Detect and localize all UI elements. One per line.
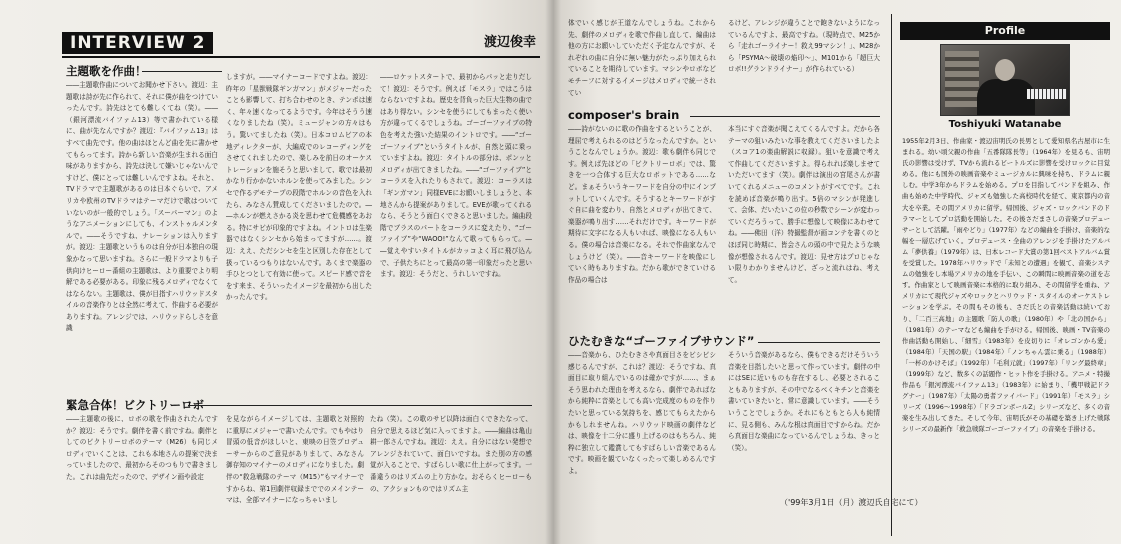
section-rule: [142, 71, 222, 72]
profile-biography: 1955年2月3日、作曲家・渡辺宙明氏の長男として愛知県名古屋市に生まれる。幼い頃父親の作曲「五番隊隊長等」（1964年）を見るも、宙明氏の影響は受けず、TVから流れるビートルズに影響を受けロックに目覚める。他にも国外の映画音楽やミュージカルに興味を持ち、ドラムに親しむ。中学3年からドラムを始める。プロを目指してバンドを組み、作曲も始めた中学時代、ジャズも勉強した高校時代を経て、東京都内の音大を卒業。その間アメリカに留学。帰国後、ジャズ・ロックバンドのドラマーとしてプロ活動を開始した。その後さだまさしの音楽プロデューサーとして活躍。「雨やどり」（1977年）などの編曲を手掛け、音楽的な幅を一層広げていく。プロデュース・全曲のアレンジを手掛けたアルバム「夢供養」（1979年）は、日本レコード大賞の第1回ベストアルバム賞を受賞した。1978年ハリウッドで「未知との遭遇」を観て、音楽システムの勉強をし本場アメリカの地を手伝い、この瞬間に映画音楽の道を志す。作曲家として映画音楽に本格的に取り組み、その間留学を重ね、アメリカにて現代ジャズやロックとハリウッド・スタイルのオーケストレーションを学ぶ。その間もその後も、さだ氏との音楽活動は続いており、「二百三高地」の主題歌「防人の歌」（1980年）や「北の国から」（1981年）のテーマなども編曲を手がける。帰国後、映画・TV音楽の作曲活動も開始し、「細雪」（1983年）を皮切りに「オレゴンから愛」（1984年）「天国の駅」（1984年）「ノンちゃん雲に乗る」（1988年）「一杯のかけそば」（1992年）「毛利元就」（1997年）「リング最終章」（1999年）など、数多くの話題作・ヒット作を手掛ける。アニメ・特撮作品も「銀河漂流バイファム13」（1983年）に始まり、「機甲戦記ドラグナー」（1987年）「太陽の勇者ファイバード」（1991年）「モスラ」シリーズ（1996～1998年）「ドラゴンボールZ」シリーズなど、多くの音楽を生み出してきた。そして今年、宙明氏がその基礎を築き上げた戦隊シリーズの最新作「救急戦隊ゴーゴーファイブ」の音楽を手掛ける。: [902, 137, 1110, 434]
profile-header: Profile: [900, 22, 1110, 40]
text-column-1: ――主題歌作曲についてお聞かせ下さい。渡辺：主題歌は詩が先に作られて、それに僕が曲をつけていったんです。詩先はとても難しくてね（笑）。――（銀河漂流バイファム13）等で書かれている様に、曲が先なんですか？渡辺：『バイファム13』はすべて曲先です。他の曲はほとんど曲を先に書かせてもらってます。詩から新しい音楽が生まれる面白味がありますから、詩先は決して嫌いじゃないんですけど、僕にとっては難しいんですよね。それと、TVドラマで主題歌があるのは日本ぐらいで、アメリカや欧州のTVドラマはテーマだけで歌はついていないのが一般的でしょう。「スーパーマン」のようなアニメーションにしても、インストゥルメンタルで。――そうですね、ナレーションは入りますが。渡辺：主題歌というものは自分が日本独自の現象かなって思いますね。さらに一般ドラマよりも子供向けヒーロー番組の主題歌は、より重要でより明解である必要がある。印象に残るメロディでなくてはならない。主題歌は、僕が目指すハリウッドスタイルの音楽作りとは全然に考えて、作曲する必要がありますね。アレンジでは、ハリウッドらしさを意識: [66, 81, 218, 333]
text-column-8: るけど、アレンジが違うことで飽きないようになっているんですよ、最高ですね。（現時点で、M25から「走れゴーライナー！救え99マシン！」、M28から「PSYMA～破壊の焔印～」、M101から「超巨大ロボ!!グランドライナー」が作られている）: [728, 19, 880, 74]
portrait-photo: [940, 44, 1070, 116]
profile-name: Toshiyuki Watanabe: [948, 119, 1062, 130]
text-column-12: そういう音楽があるなら、僕もできるだけそういう音楽を目指したいと思って作っています。劇伴の中にはSEに近いものも存在するし、必要とされることもありますが、その中でなるべくキチンと音楽を書いていきたいと、常に意識しています。――そういうことでしょうか。それにもともとら人も純情に、見る側も、みんな根は真面目ですからね。だから真面目な楽曲になっているんでしょうね、きっと（笑）。: [728, 351, 880, 452]
text-column-5: を見ながらイメージしては、主題歌と対照的に重厚にメジャーで書いたんです。でもやはり冒頭の低音がほしいと、東映の日笠プロデューサーからのご意見がありまして、みなさん御存知のマイナーのメロディになりました。劇伴の“救急戦隊のテーマ（M15）”もマイナーですからね、第1回劇伴収録まででのメインテーマは、全部マイナーになっちゃいまし: [226, 415, 364, 505]
interview-banner: [62, 30, 540, 58]
interviewee-name: 渡辺俊幸: [483, 35, 536, 50]
text-column-4: ――主題歌の後に、ロボの歌を作曲されたんですか？渡辺：そうです。劇伴を書く前ですね。劇伴としてのビクトリーロボのテーマ（M26）も同じメロディでいくことは、これも本地さんの提案で決まっていましたので、最初からそのつもりで書きました。これは曲先だったので、デザイン画や設定: [66, 415, 218, 481]
interview-date-note: （'99年3月1日（月）渡辺氏自宅にて）: [780, 498, 923, 507]
book-gutter: [545, 0, 561, 544]
text-column-9: ――詩がないのに歌の作曲をするということが、理屈で考えられるのはどうなったんですか。ということなんでしょうか。渡辺：歌も劇伴も同じです。例えば先ほどの「ビクトリーロボ」では、驚きを一つ合体する巨大なロボットである……など。まぁそういうキーワードを自分の中にインプットしていくんです。そうするとキーワードがすぐ自に曲を変わり、自然とメロディが出てきて、楽器が鳴り出す……それだけです。キーワードが期待に文字になる人もいれば、映像になる人もいる。僕の場合は音楽になる。それで作曲家なんでしょうけど（笑）。――音キーワードを映像にしていく時もありますね。だから歌ができていける作品の場合は: [568, 125, 716, 284]
text-column-10: 本当にすぐ音楽が聞こえてくるんですよ。だから各テーマの狙いみたいな事を教えてくださいましたよ（スコア1の楽曲解説に収録）。狙いを意識で考えて作曲してくださいますよ。得られれば楽しませていただいてます（笑）。劇伴は演出の宮尾さんが書いてくれるメニューのコメントがすべてです。これを読めば音楽が鳴り出す。5倍のマシンが発進して、会体、だいたいこの位の秒数でシーンが変わっていくだろうって、勝手に想像して映像にあわせてね。――佛田（洋）特撮監督が画コンテを書くのとほぼ同じ時期に、皆会さんの頭の中で見たような映像が想像されるんです。渡辺：見せ方はプロじゃない限りわかりませんけど、ざっと流れはね、考えて。: [728, 125, 880, 284]
section-heading-composers-brain: composer's brain: [568, 108, 680, 122]
section-heading-victory-robo: 緊急合体！ビクトリーロボ: [66, 398, 204, 412]
interview-title: INTERVIEW 2: [62, 32, 213, 54]
text-column-11: ――音楽から、ひたむきさや真面目さをビシビシ感じるんですが、これは？渡辺：そうですね、真面目に取り組んでいるのは確かですが……、まぁそう思われた理由を考えるなら、劇伴であればなから純粋に音楽としても高い完成度のものを作りたいと思っている気持ちを、感じてもらえたからかもしれませんね。ハリウッド映画の劇伴などは、映像を十二分に盛り上げるのはもちろん、純粋に独立して鑑賞してもすばらしい音楽であるんです。映画を観ていなくったって楽しめるんですよ。: [568, 351, 716, 475]
section-rule: [690, 116, 880, 117]
section-heading-go-five-sound: ひたむきな“ゴーファイブサウンド”: [568, 334, 755, 348]
section-rule: [758, 342, 880, 343]
section-rule: [188, 405, 532, 406]
profile-panel: [891, 14, 1114, 536]
section-heading-theme-song: 主題歌を作曲！: [66, 64, 147, 78]
text-column-3: ――ロケットスタートで、最初からパッと走りだして！渡辺：そうです。例えば「モスラ」ではこうはならないですよね。歴史を背負った巨大生物の曲ではあり得ない。シンセを使うにしてもまったく使い方が違ってくるでしょうね。ゴーゴーファイブの特色を考えた強いた結果のイントロです。――“ゴーゴーファイブ”というタイトルが、自然と頭に乗っていますよね。渡辺：タイトルの部分は、ポンッとメロディが出てきましたね。――“ゴーファイブ”とコーラスを入れたりもされて。渡辺：コーラスは「ギンガマン」同様EVEにお願いしましょうと、本地さんから提案がありまして。EVEが歌ってくれるなら、そうとう面白くできると思いました。編曲段階でブラスのパートをコーラスに変えたり、“ゴーファイブ”や“WAOO!”なんて歌ってもらって。――覚えやすいタイトルがカッコよく耳に飛び込んで、子供たちにとって最高の第一印象だったと思います。渡辺：そうだと、うれしいですね。: [380, 73, 532, 279]
text-column-7: 体でいく感じが王道なんでしょうね。これから先、劇伴のメロディを歌で作曲し直して、編曲は他の方にお願いしていただく予定なんですが、それぞれの曲に自分に無い魅力がたっぷり加えられていることを期待しています。マシンやロボなどモチーフに対するイメージはメロディで統一されてい: [568, 19, 716, 97]
text-column-2: しますが。――マイナーコードですよね。渡辺：昨年の「星獣戦隊ギンガマン」がメジャーだったことも影響して、打ち合わせのとき、テンポは速く、年々速くなってるようです。今年はそうう速くなりましたね（笑）。ミュージャンの方々はもう。驚いてましたね（笑）。日本コロムビアの本地ディレクターが、大編成でのレコーディングをさせてくれましたので、楽しみを前日のオーケストレーションを施そうと思いまして、歌では最初かなり行かかないホルンを使ってみました。シンセで作るデモテープの段階でホルンの音色を入れたら、みなさん賛成してくださいましたので。――ホルンが燃えさかる炎を思わせて危機感をあおる。特にサビが印象的ですよね。イントロは生楽器ではなくシンセから始まってますが……。渡辺：ええ、ただシンセを生と区別した存在として扱っているつもりはないんです。あくまで楽器の手ひとつとして有効に使って。スピード感で音ををす来ま、そういったイメージを最初から出したかったんです。: [226, 73, 372, 302]
text-column-6: たね（笑）。この歌のサビ以降は面白くできたなって、自分で思えるほど気に入ってますよ。――編曲は亀山耕一郎さんですね。渡辺：ええ。自分にはない発想でアレンジされていて、面白いですね。また別の方の感覚が入ることで、すばらしい歌に仕上がってます。一番違うのはリズムの上り方かな。おそらくヒーローもの、アクションものではリズム主: [370, 415, 532, 493]
